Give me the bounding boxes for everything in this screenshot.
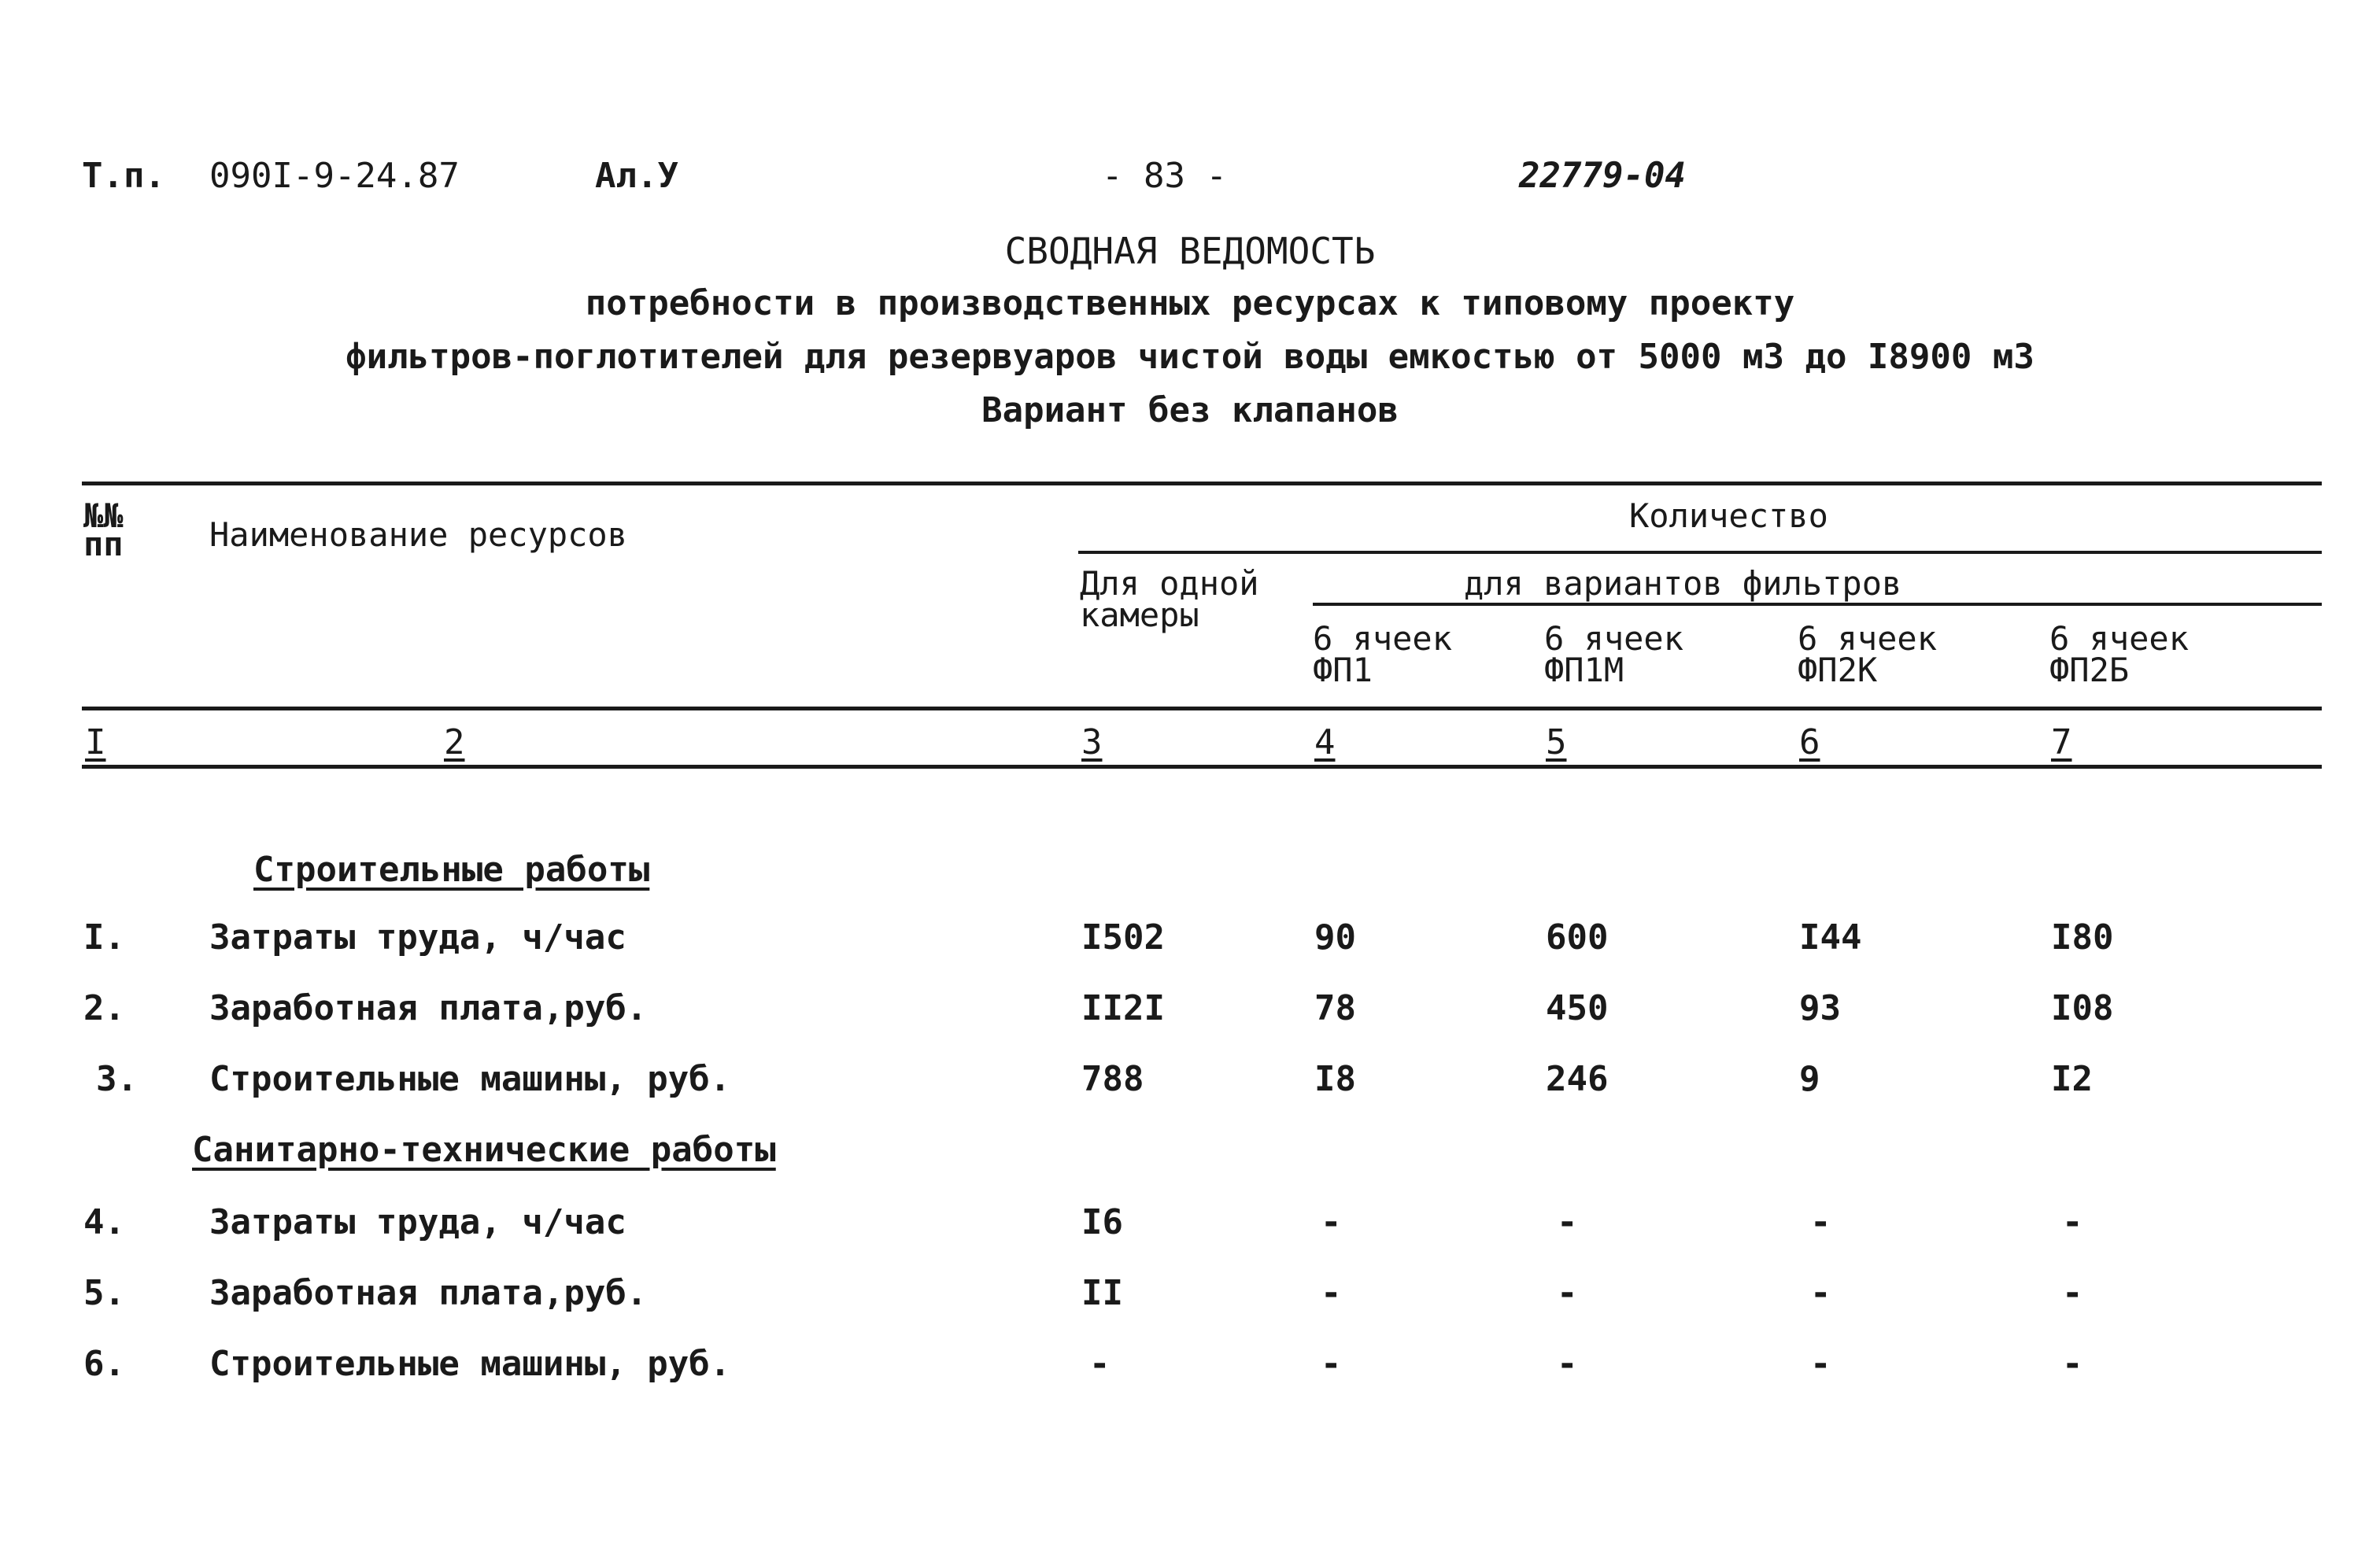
title-line-2: потребности в производственных ресурсах к типовому проекту [585, 283, 1795, 323]
header-filter-variants: для вариантов фильтров [1464, 564, 1902, 603]
cell-variant-fp2k: - [1810, 1344, 1831, 1384]
row-resource-name: Затраты труда, ч/час [209, 917, 626, 958]
cell-variant-fp2b: I80 [2051, 917, 2114, 958]
header-bottom-rule [82, 707, 2322, 710]
cell-variant-fp1m: - [1557, 1273, 1578, 1313]
cell-variant-fp2k: - [1810, 1202, 1831, 1242]
row-resource-name: Заработная плата,руб. [209, 1273, 648, 1313]
column-number-4: 4 [1314, 722, 1336, 762]
cell-variant-fp2k: 9 [1799, 1059, 1820, 1099]
row-number: 3. [96, 1059, 138, 1099]
column-number-6: 6 [1799, 722, 1820, 762]
header-resource-name: Наименование ресурсов [209, 515, 628, 554]
quantity-underline-rule [1078, 551, 2322, 554]
document-title: СВОДНАЯ ВЕДОМОСТЬ [1004, 230, 1376, 272]
cell-one-chamber: 788 [1081, 1059, 1144, 1099]
cell-variant-fp2k: I44 [1799, 917, 1862, 958]
row-number: 5. [83, 1273, 125, 1313]
page-number: - 83 - [1102, 156, 1227, 196]
cell-variant-fp1: - [1321, 1202, 1342, 1242]
row-number: 2. [83, 988, 125, 1028]
cell-variant-fp1m: - [1557, 1344, 1578, 1384]
row-resource-name: Затраты труда, ч/час [209, 1202, 626, 1242]
column-number-7: 7 [2051, 722, 2072, 762]
row-number: I. [83, 917, 125, 958]
row-number: 4. [83, 1202, 125, 1242]
cell-one-chamber: II2I [1081, 988, 1165, 1028]
header-variant-fp2b: 6 ячеек ФП2Б [2049, 619, 2190, 689]
cell-variant-fp2b: - [2062, 1273, 2083, 1313]
cell-variant-fp1m: 246 [1546, 1059, 1609, 1099]
cell-variant-fp2b: I2 [2051, 1059, 2093, 1099]
column-number-2: 2 [444, 722, 465, 762]
header-variant-fp1: 6 ячеек ФП1 [1313, 619, 1453, 689]
column-number-5: 5 [1546, 722, 1567, 762]
row-resource-name: Заработная плата,руб. [209, 988, 648, 1028]
album-label: Ал.У [595, 156, 678, 196]
section-title-construction: Строительные работы [253, 850, 650, 890]
header-one-chamber: Для одной камеры [1080, 564, 1259, 634]
column-number-1: I [85, 722, 106, 762]
cell-variant-fp1m: - [1557, 1202, 1578, 1242]
cell-variant-fp2b: - [2062, 1344, 2083, 1384]
document-number: 22779-04 [1519, 156, 1686, 196]
title-line-3: фильтров-поглотителей для резервуаров чистой воды емкостью от 5000 м3 до I8900 м3 [346, 337, 2034, 377]
cell-variant-fp2b: I08 [2051, 988, 2114, 1028]
cell-one-chamber: I6 [1081, 1202, 1123, 1242]
variants-underline-rule [1313, 603, 2322, 606]
cell-variant-fp1: 90 [1314, 917, 1356, 958]
header-variant-fp1m: 6 ячеек ФП1М [1544, 619, 1684, 689]
column-numbers-rule [82, 765, 2322, 769]
header-number-column: №№ пп [83, 496, 124, 563]
row-number: 6. [83, 1344, 125, 1384]
header-variant-fp2k: 6 ячеек ФП2К [1798, 619, 1938, 689]
cell-variant-fp1: I8 [1314, 1059, 1356, 1099]
column-number-3: 3 [1081, 722, 1103, 762]
cell-variant-fp2k: - [1810, 1273, 1831, 1313]
cell-variant-fp2k: 93 [1799, 988, 1841, 1028]
cell-variant-fp1: 78 [1314, 988, 1356, 1028]
cell-variant-fp1m: 450 [1546, 988, 1609, 1028]
cell-variant-fp1: - [1321, 1273, 1342, 1313]
table-top-rule [82, 482, 2322, 485]
project-code: 090I-9-24.87 [209, 156, 460, 196]
header-quantity: Количество [1629, 496, 1828, 535]
cell-one-chamber: II [1081, 1273, 1123, 1313]
cell-variant-fp2b: - [2062, 1202, 2083, 1242]
cell-variant-fp1: - [1321, 1344, 1342, 1384]
section-title-sanitary: Санитарно-технические работы [192, 1130, 776, 1170]
row-resource-name: Строительные машины, руб. [209, 1344, 731, 1384]
cell-variant-fp1m: 600 [1546, 917, 1609, 958]
row-resource-name: Строительные машины, руб. [209, 1059, 731, 1099]
title-line-4: Вариант без клапанов [981, 390, 1399, 430]
cell-one-chamber: I502 [1081, 917, 1165, 958]
cell-one-chamber: - [1089, 1344, 1111, 1384]
tp-label: Т.п. [82, 156, 165, 196]
